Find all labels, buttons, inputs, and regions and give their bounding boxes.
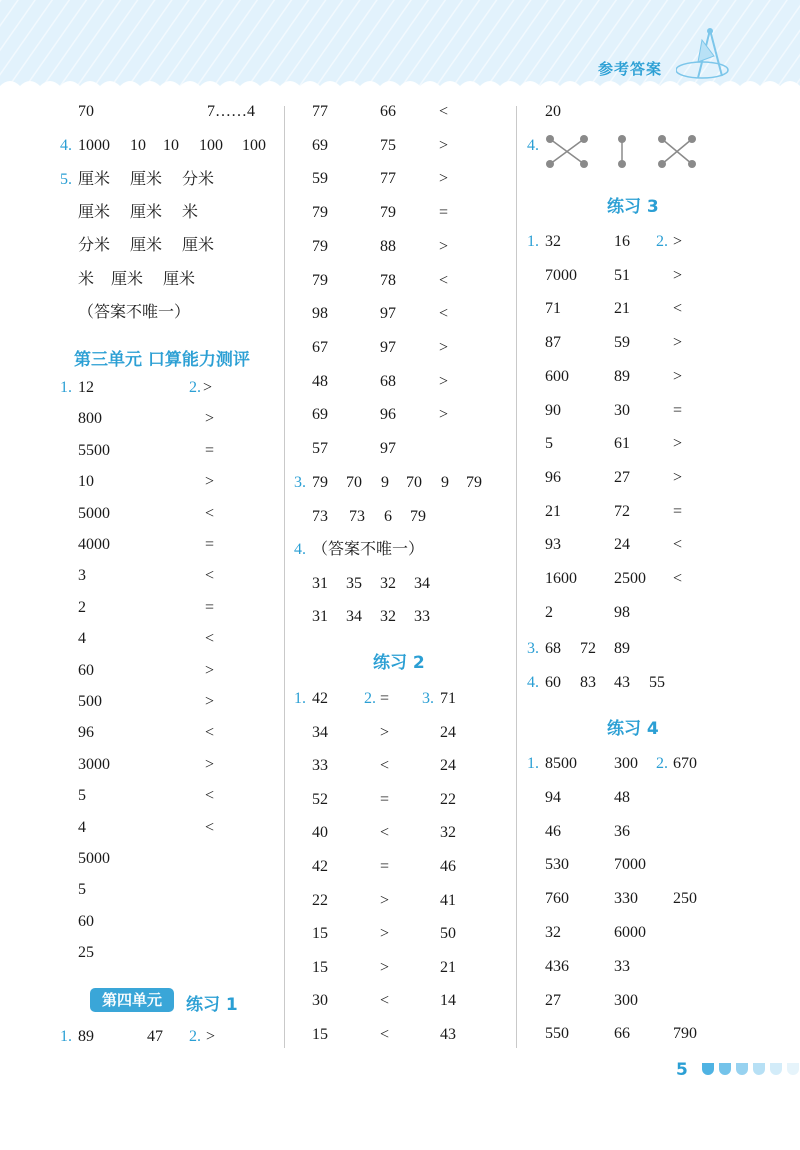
answer-value: 77	[380, 170, 396, 187]
answer-value: 33	[414, 608, 430, 625]
answer-value: =	[673, 402, 683, 419]
answer-value: 89	[614, 368, 630, 385]
answer-value: <	[205, 819, 215, 836]
answer-value: 21	[545, 503, 561, 520]
answer-value: 米	[78, 271, 95, 288]
answer-value: 厘米	[78, 171, 111, 188]
answer-value: 31	[312, 608, 328, 625]
answer-value: 5	[78, 881, 86, 898]
answer-value: 33	[312, 757, 328, 774]
answer-value: >	[380, 724, 390, 741]
answer-value: 87	[545, 334, 561, 351]
answer-value: 25	[78, 944, 94, 961]
answer-value: 72	[614, 503, 630, 520]
answer-value: 72	[580, 640, 596, 657]
answer-value: 32	[545, 233, 561, 250]
answer-value: 4	[78, 630, 86, 647]
answer-value: 67	[312, 339, 328, 356]
question-number: 2.	[656, 755, 668, 772]
answer-value: 97	[380, 440, 396, 457]
answer-value: 75	[380, 137, 396, 154]
answer-value: 61	[614, 435, 630, 452]
answer-value: 97	[380, 339, 396, 356]
header-title: 参考答案	[598, 60, 663, 78]
answer-value: 2	[545, 604, 553, 621]
answer-value: 厘米	[182, 237, 215, 254]
answer-value: 32	[545, 924, 561, 941]
answer-value: 89	[78, 1028, 94, 1045]
answer-value: 8500	[545, 755, 577, 772]
answer-value: 12	[78, 379, 94, 396]
answer-value: 分米	[182, 171, 215, 188]
answer-value: 厘米	[130, 204, 163, 221]
answer-value: 3000	[78, 756, 110, 773]
answer-value: =	[380, 690, 390, 707]
answer-value: 15	[312, 1026, 328, 1043]
answer-value: 790	[673, 1025, 697, 1042]
answer-value: 79	[312, 204, 328, 221]
answer-value: 73	[349, 508, 365, 525]
answer-value: 厘米	[111, 271, 144, 288]
answer-value: >	[439, 170, 449, 187]
answer-value: 2500	[614, 570, 646, 587]
answer-value: <	[205, 505, 215, 522]
answer-value: 10	[163, 137, 179, 154]
question-number: 2.	[189, 1028, 201, 1045]
answer-value: 66	[614, 1025, 630, 1042]
answer-value: 7000	[545, 267, 577, 284]
answer-value: 20	[545, 103, 561, 120]
answer-value: =	[205, 536, 215, 553]
answer-value: 68	[380, 373, 396, 390]
answer-value: 96	[545, 469, 561, 486]
answer-value: 300	[614, 755, 638, 772]
answer-value: <	[439, 305, 449, 322]
answer-value: 46	[440, 858, 456, 875]
question-number: 3.	[422, 690, 434, 707]
answer-value: >	[673, 267, 683, 284]
answer-value: 32	[380, 608, 396, 625]
answer-value: =	[380, 791, 390, 808]
answer-note: （答案不唯一）	[78, 304, 191, 321]
answer-value: >	[439, 137, 449, 154]
question-number: 3.	[527, 640, 539, 657]
answer-value: 98	[614, 604, 630, 621]
answer-value: 5	[78, 787, 86, 804]
answer-value: 436	[545, 958, 569, 975]
answer-value: >	[380, 892, 390, 909]
answer-value: >	[205, 662, 215, 679]
answer-value: 97	[380, 305, 396, 322]
answer-value: 79	[466, 474, 482, 491]
answer-value: 71	[545, 300, 561, 317]
answer-value: 59	[614, 334, 630, 351]
answer-value: =	[205, 442, 215, 459]
answer-value: 83	[580, 674, 596, 691]
answer-value: <	[673, 570, 683, 587]
answer-value: 70	[406, 474, 422, 491]
answer-value: 500	[78, 693, 102, 710]
answer-value: 24	[440, 724, 456, 741]
answer-value: <	[380, 757, 390, 774]
answer-value: 670	[673, 755, 697, 772]
unit4-badge: 第四单元	[90, 988, 174, 1012]
answer-value: 34	[414, 575, 430, 592]
answer-value: =	[205, 599, 215, 616]
answer-value: 1000	[78, 137, 110, 154]
answer-value: 1600	[545, 570, 577, 587]
question-number: 1.	[294, 690, 306, 707]
answer-value: 22	[312, 892, 328, 909]
page-number: 5	[676, 1060, 688, 1080]
answer-value: 2	[78, 599, 86, 616]
answer-value: 35	[346, 575, 362, 592]
answer-value: 46	[545, 823, 561, 840]
answer-value: 33	[614, 958, 630, 975]
question-number: 4.	[527, 674, 539, 691]
answer-value: 71	[440, 690, 456, 707]
answer-value: 69	[312, 137, 328, 154]
answer-note: （答案不唯一）	[312, 541, 425, 558]
answer-value: 89	[614, 640, 630, 657]
answer-value: 330	[614, 890, 638, 907]
compass-ruler-icon	[676, 26, 736, 86]
answer-value: 90	[545, 402, 561, 419]
question-number: 4.	[60, 137, 72, 154]
question-number: 2.	[364, 690, 376, 707]
answer-value: 43	[440, 1026, 456, 1043]
question-number: 1.	[60, 1028, 72, 1045]
answer-value: >	[205, 410, 215, 427]
answer-value: 9	[381, 474, 389, 491]
answer-value: 32	[440, 824, 456, 841]
answer-value: 32	[380, 575, 396, 592]
answer-value: 50	[440, 925, 456, 942]
answer-value: 60	[78, 662, 94, 679]
answer-value: 34	[312, 724, 328, 741]
answer-value: <	[380, 1026, 390, 1043]
answer-value: 10	[78, 473, 94, 490]
answer-value: 59	[312, 170, 328, 187]
question-number: 3.	[294, 474, 306, 491]
answer-value: <	[380, 992, 390, 1009]
answer-value: 4000	[78, 536, 110, 553]
answer-value: 10	[130, 137, 146, 154]
answer-value: 60	[545, 674, 561, 691]
answer-value: 60	[78, 913, 94, 930]
section-title-exercise3: 练习 3	[607, 197, 659, 217]
page-dots-decoration	[700, 1061, 800, 1075]
answer-value: =	[380, 858, 390, 875]
answer-value: 14	[440, 992, 456, 1009]
answer-value: 48	[312, 373, 328, 390]
answer-value: 21	[614, 300, 630, 317]
answer-value: <	[673, 300, 683, 317]
header-band	[0, 0, 800, 92]
answer-value: 530	[545, 856, 569, 873]
answer-value: >	[673, 469, 683, 486]
answer-value: 48	[614, 789, 630, 806]
answer-value: 24	[440, 757, 456, 774]
answer-value: 100	[199, 137, 223, 154]
answer-value: 31	[312, 575, 328, 592]
answer-value: 厘米	[130, 171, 163, 188]
answer-value: 15	[312, 959, 328, 976]
answer-value: 57	[312, 440, 328, 457]
answer-value: 9	[441, 474, 449, 491]
answer-value: 厘米	[78, 204, 111, 221]
answer-value: 70	[78, 103, 94, 120]
answer-value: 300	[614, 992, 638, 1009]
answer-value: 6	[384, 508, 392, 525]
question-number: 2.	[189, 379, 201, 396]
column-divider	[284, 106, 285, 1048]
answer-value: 5000	[78, 505, 110, 522]
answer-value: >	[673, 368, 683, 385]
answer-value: 68	[545, 640, 561, 657]
answer-value: 800	[78, 410, 102, 427]
answer-value: 5	[545, 435, 553, 452]
answer-value: 79	[380, 204, 396, 221]
answer-value: >	[206, 1028, 216, 1045]
answer-value: 分米	[78, 237, 111, 254]
section-title-exercise2: 练习 2	[373, 653, 425, 673]
answer-value: 7……4	[207, 103, 255, 120]
answer-value: 30	[312, 992, 328, 1009]
answer-value: 600	[545, 368, 569, 385]
answer-value: 77	[312, 103, 328, 120]
answer-value: 78	[380, 272, 396, 289]
answer-value: 250	[673, 890, 697, 907]
answer-value: 760	[545, 890, 569, 907]
answer-value: <	[205, 724, 215, 741]
answer-value: <	[439, 272, 449, 289]
question-number: 5.	[60, 171, 72, 188]
answer-value: >	[380, 925, 390, 942]
answer-value: >	[203, 379, 213, 396]
answer-value: 41	[440, 892, 456, 909]
answer-value: 22	[440, 791, 456, 808]
answer-value: <	[205, 630, 215, 647]
column-divider	[516, 106, 517, 1048]
answer-value: 7000	[614, 856, 646, 873]
answer-value: 27	[614, 469, 630, 486]
answer-value: 79	[410, 508, 426, 525]
answer-value: 69	[312, 406, 328, 423]
answer-value: 米	[182, 204, 199, 221]
answer-value: 24	[614, 536, 630, 553]
question-number: 1.	[60, 379, 72, 396]
answer-value: >	[205, 473, 215, 490]
question-number: 4.	[294, 541, 306, 558]
answer-value: 34	[346, 608, 362, 625]
answer-value: 55	[649, 674, 665, 691]
answer-value: 79	[312, 272, 328, 289]
answer-value: 21	[440, 959, 456, 976]
answer-value: 4	[78, 819, 86, 836]
answer-value: 5500	[78, 442, 110, 459]
answer-value: >	[439, 373, 449, 390]
answer-value: >	[439, 238, 449, 255]
answer-value: 79	[312, 474, 328, 491]
answer-value: <	[439, 103, 449, 120]
section-title-unit3: 第三单元 口算能力测评	[74, 350, 250, 370]
answer-value: 73	[312, 508, 328, 525]
section-title-exercise1: 练习 1	[186, 995, 238, 1015]
answer-value: 40	[312, 824, 328, 841]
answer-value: 550	[545, 1025, 569, 1042]
answer-value: >	[673, 233, 683, 250]
answer-value: <	[673, 536, 683, 553]
answer-value: <	[380, 824, 390, 841]
answer-value: 100	[242, 137, 266, 154]
answer-value: 30	[614, 402, 630, 419]
answer-value: <	[205, 567, 215, 584]
question-number: 1.	[527, 755, 539, 772]
matching-diagram	[542, 134, 702, 170]
answer-value: >	[673, 435, 683, 452]
answer-value: 3	[78, 567, 86, 584]
answer-value: 70	[346, 474, 362, 491]
answer-value: 厘米	[130, 237, 163, 254]
answer-value: 6000	[614, 924, 646, 941]
answer-value: 27	[545, 992, 561, 1009]
question-number: 2.	[656, 233, 668, 250]
answer-value: 15	[312, 925, 328, 942]
answer-value: =	[673, 503, 683, 520]
answer-value: 42	[312, 690, 328, 707]
answer-value: 16	[614, 233, 630, 250]
question-number: 4.	[527, 137, 539, 154]
answer-value: 79	[312, 238, 328, 255]
answer-value: 厘米	[163, 271, 196, 288]
answer-value: >	[205, 756, 215, 773]
answer-value: >	[439, 339, 449, 356]
answer-value: 42	[312, 858, 328, 875]
answer-value: 96	[78, 724, 94, 741]
answer-value: 66	[380, 103, 396, 120]
answer-value: 5000	[78, 850, 110, 867]
answer-value: 47	[147, 1028, 163, 1045]
answer-value: 88	[380, 238, 396, 255]
answer-value: 43	[614, 674, 630, 691]
question-number: 1.	[527, 233, 539, 250]
answer-value: >	[205, 693, 215, 710]
answer-value: 98	[312, 305, 328, 322]
answer-value: 94	[545, 789, 561, 806]
answer-value: >	[380, 959, 390, 976]
answer-value: =	[439, 204, 449, 221]
answer-value: >	[673, 334, 683, 351]
answer-value: 51	[614, 267, 630, 284]
answer-value: 52	[312, 791, 328, 808]
answer-value: 93	[545, 536, 561, 553]
answer-value: 96	[380, 406, 396, 423]
answer-value: <	[205, 787, 215, 804]
answer-value: >	[439, 406, 449, 423]
answer-value: 36	[614, 823, 630, 840]
section-title-exercise4: 练习 4	[607, 719, 659, 739]
